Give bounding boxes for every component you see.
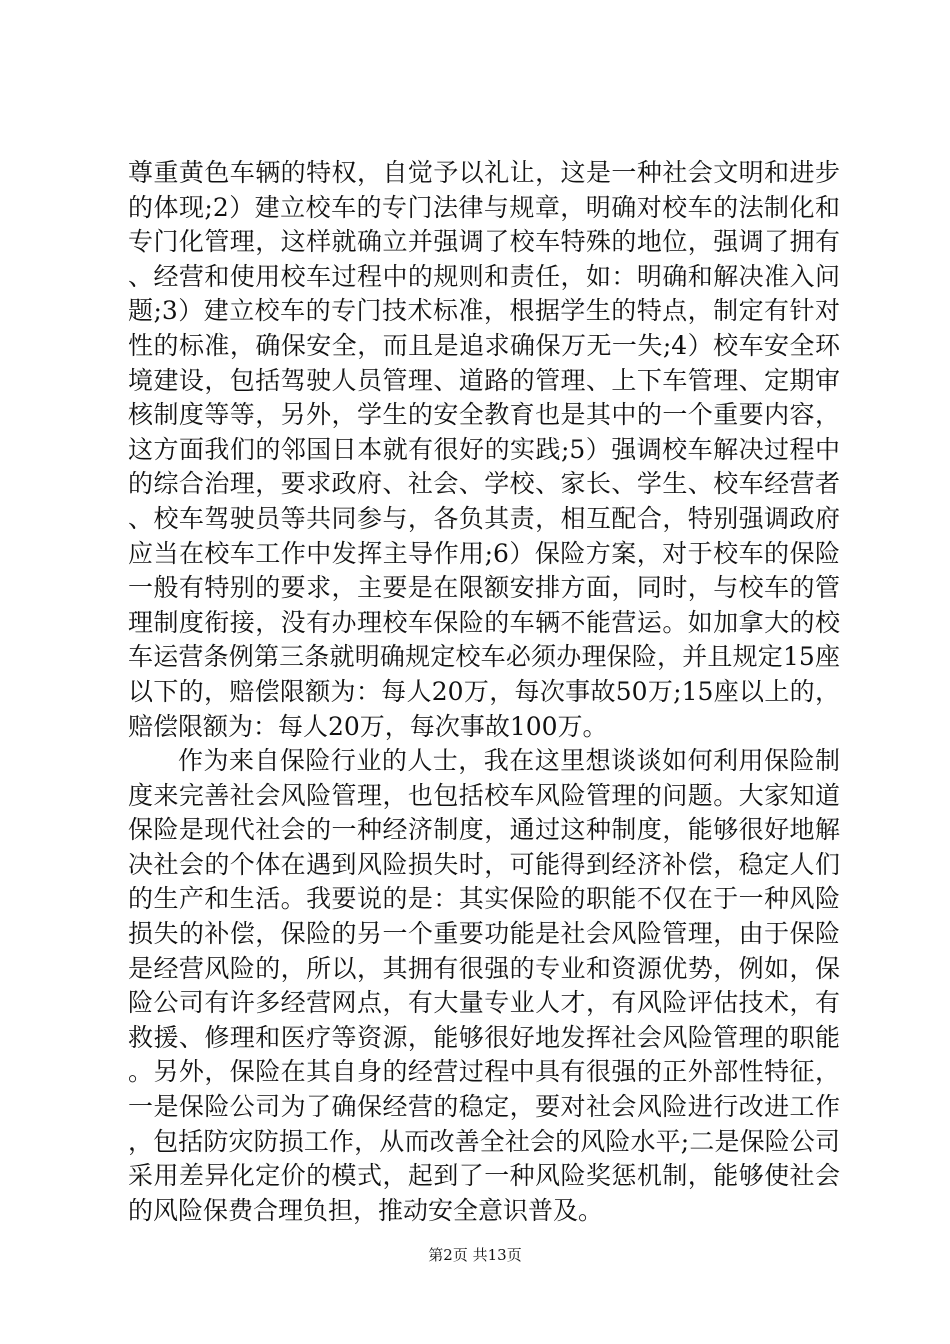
- document-body: [128, 156, 840, 1228]
- paragraph-continued: 尊重黄色车辆的特权，自觉予以礼让，这是一种社会文明和进步的体现;2）建立校车的专门法律与规章，明确对校车的法制化和专门化管理，这样就确立并强调了校车特殊的地位，强调了拥有、经营和使用校车过程中的规则和责任，如：明确和解决准入问题;3）建立校车的专门技术标准，根据学生的特点，制定有针对性的标准，确保安全，而且是追求确保万无一失;4）校车安全环境建设，包括驾驶人员管理、道路的管理、上下车管理、定期审核制度等等，另外，学生的安全教育也是其中的一个重要内容，这方面我们的邻国日本就有很好的实践;5）强调校车解决过程中的综合治理，要求政府、社会、学校、家长、学生、校车经营者、校车驾驶员等共同参与，各负其责，相互配合，特别强调政府应当在校车工作中发挥主导作用;6）保险方案，对于校车的保险一般有特别的要求，主要是在限额安排方面，同时，与校车的管理制度衔接，没有办理校车保险的车辆不能营运。如加拿大的校车运营条例第三条就明确规定校车必须办理保险，并且规定15座以下的，赔偿限额为：每人20万，每次事故50万;15座以上的，赔偿限额为：每人20万，每次事故100万。: [128, 158, 840, 741]
- paragraph-insurance: 作为来自保险行业的人士，我在这里想谈谈如何利用保险制度来完善社会风险管理，也包括校车风险管理的问题。大家知道保险是现代社会的一种经济制度，通过这种制度，能够很好地解决社会的个体在遇到风险损失时，可能得到经济补偿，稳定人们的生产和生活。我要说的是：其实保险的职能不仅在于一种风险损失的补偿，保险的另一个重要功能是社会风险管理，由于保险是经营风险的，所以，其拥有很强的专业和资源优势，例如，保险公司有许多经营网点，有大量专业人才，有风险评估技术，有救援、修理和医疗等资源，能够很好地发挥社会风险管理的职能。另外，保险在其自身的经营过程中具有很强的正外部性特征，一是保险公司为了确保经营的稳定，要对社会风险进行改进工作，包括防灾防损工作，从而改善全社会的风险水平;二是保险公司采用差异化定价的模式，起到了一种风险奖惩机制，能够使社会的风险保费合理负担，推动安全意识普及。: [128, 746, 840, 1225]
- page-number-footer: 第2页 共13页: [428, 1246, 522, 1264]
